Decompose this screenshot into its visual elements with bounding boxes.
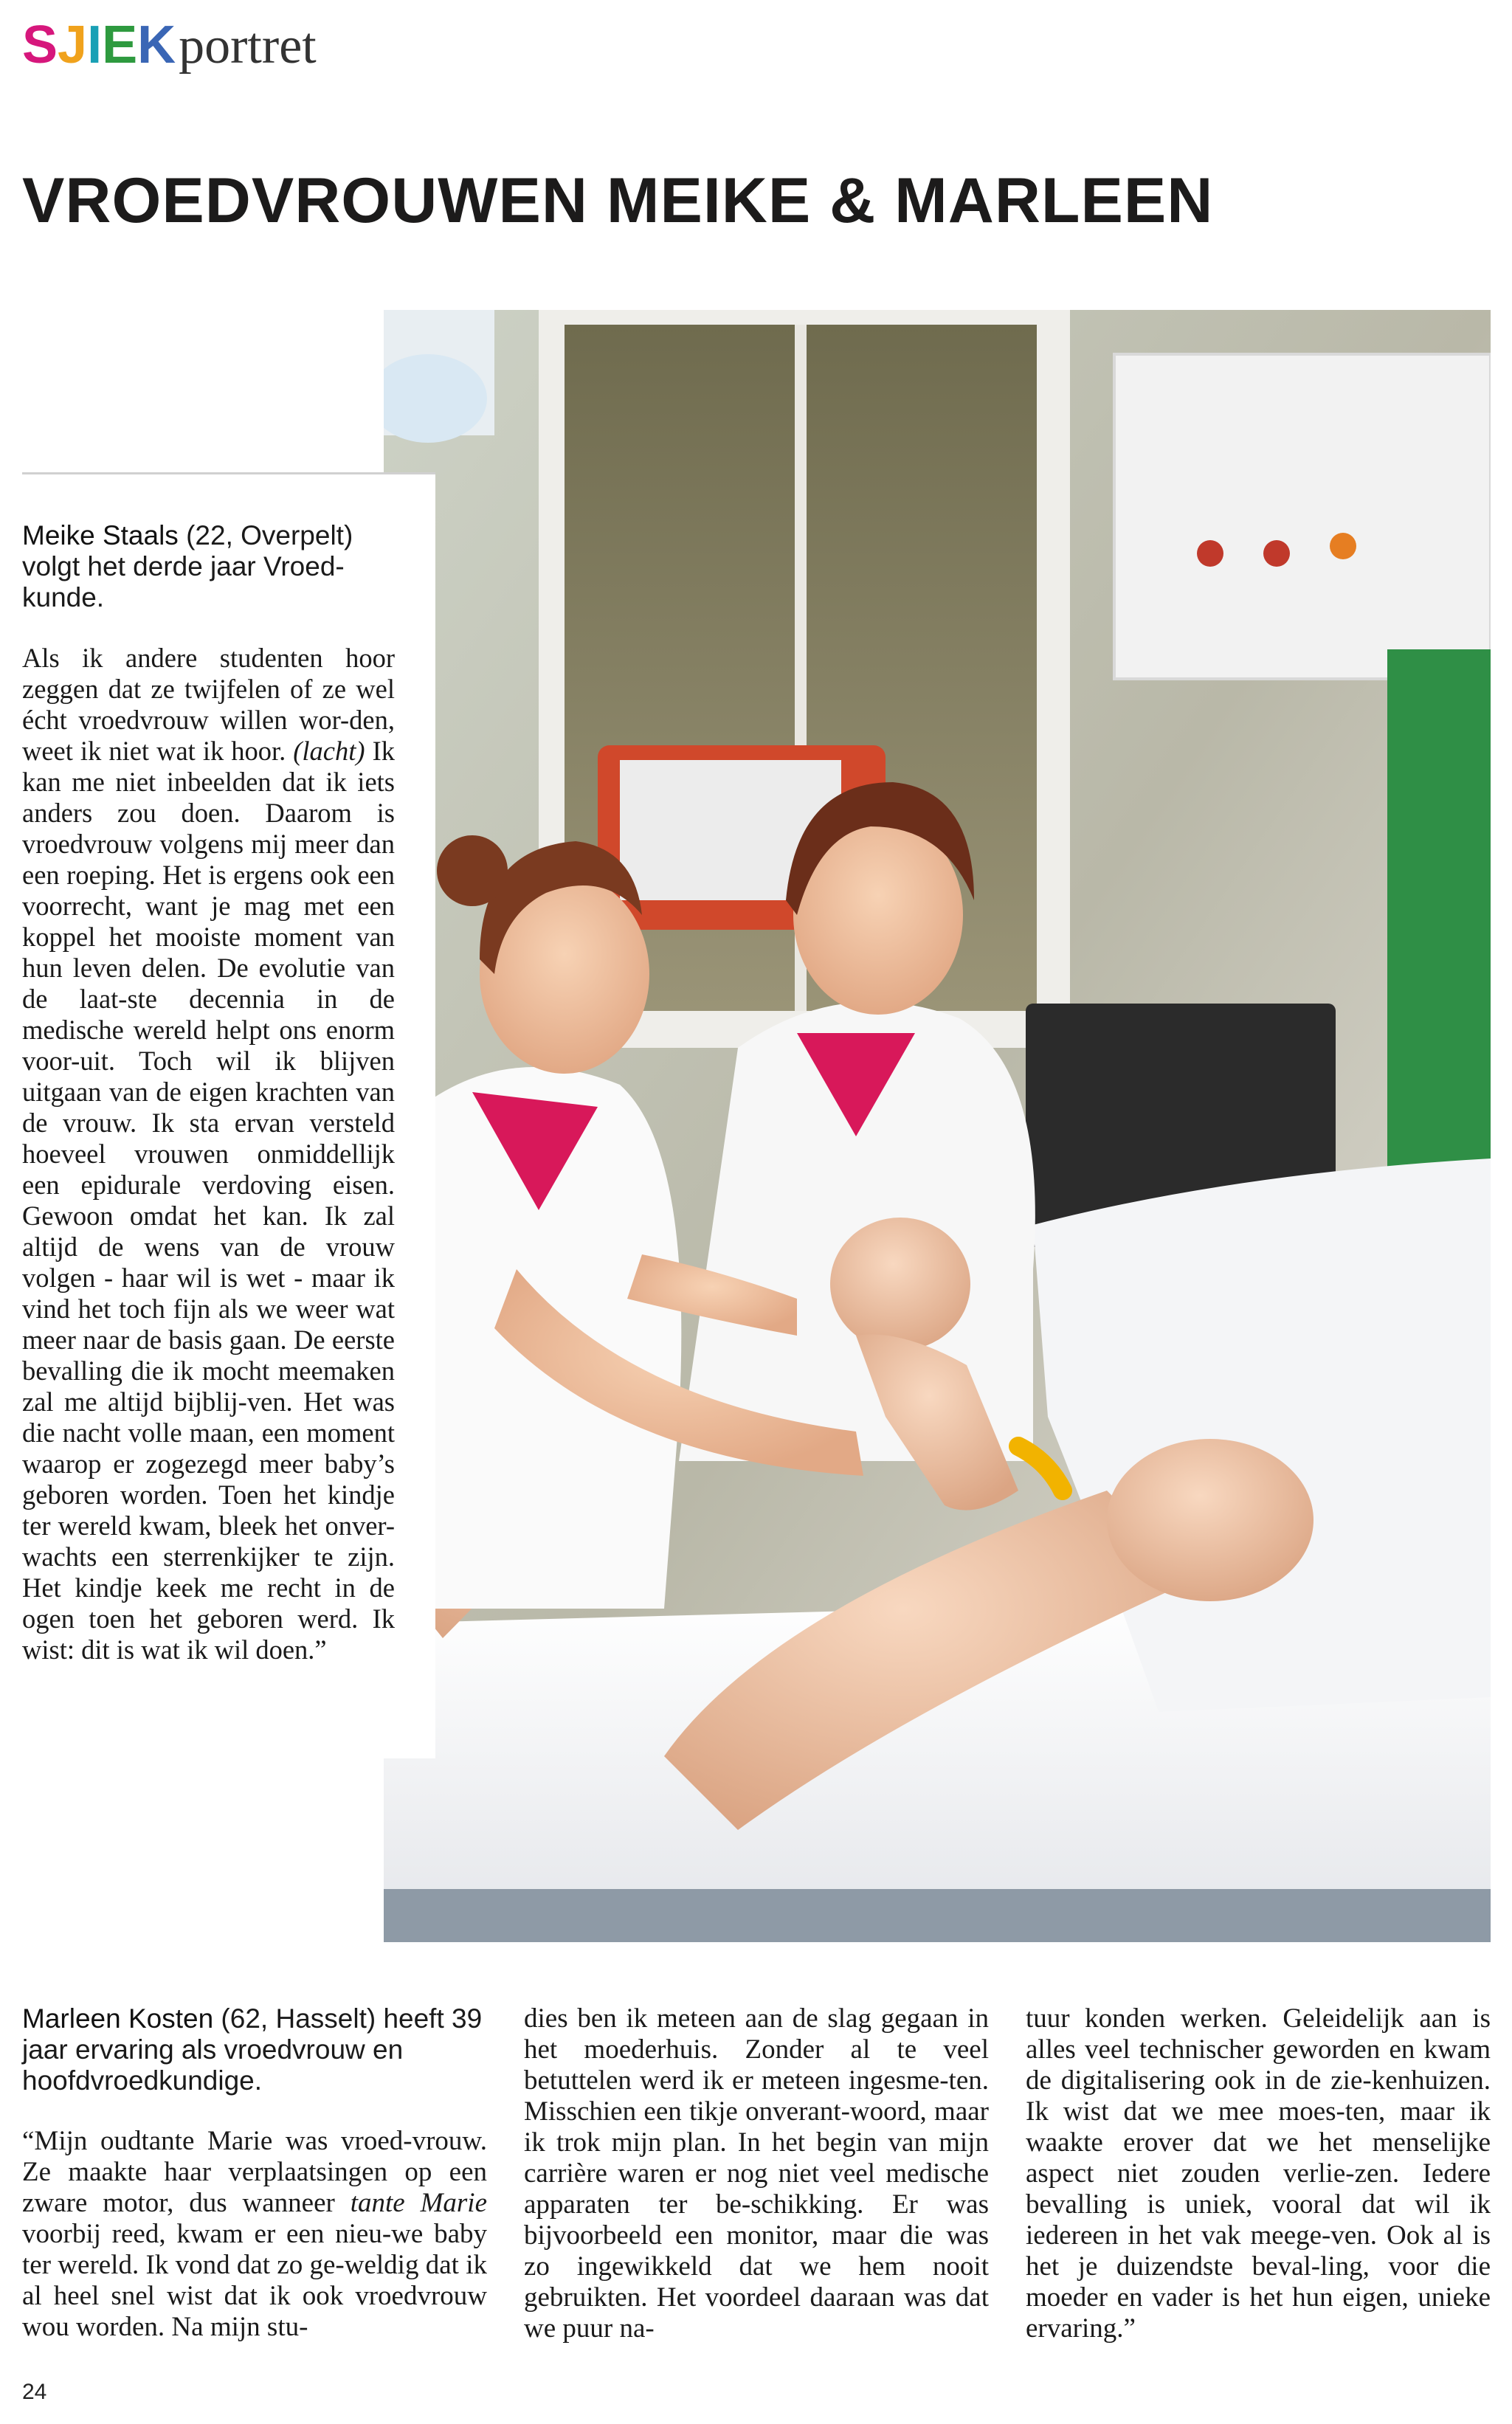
meike-quote-part1: Als ik andere studenten hoor zeggen dat ze twijfelen of ze wel écht vroedvrouw willen wor-den, weet ik niet wat ik hoor. — [22, 643, 395, 766]
logo-letter-j: J — [58, 15, 88, 75]
meike-intro — [22, 520, 395, 613]
column-2 — [524, 2003, 989, 2344]
meike-name: Meike Staals — [22, 520, 179, 550]
col1-part1: “Mijn oudtante Marie was vroed-vrouw. Ze maakte haar verplaatsingen op een zware motor, dus wanneer — [22, 2126, 487, 2218]
magazine-section-logo — [22, 12, 317, 78]
col1-part2: voorbij reed, kwam er een nieu-we baby ter wereld. Ik vond dat zo ge-weldig dat ik al heel snel wist dat ik ook vroedvrouw wou worden. Na mijn stu- — [22, 2219, 487, 2342]
article-photo — [384, 310, 1491, 1942]
article-title: VROEDVROUWEN MEIKE & MARLEEN — [22, 165, 1214, 236]
logo-letter-s: S — [22, 15, 58, 75]
logo-letter-k: K — [137, 15, 176, 75]
logo-letter-e: E — [102, 15, 138, 75]
marleen-name: Marleen Kosten — [22, 2003, 214, 2034]
logo-word: portret — [179, 18, 317, 75]
marleen-quote-col1 — [22, 2126, 487, 2343]
meike-intro-rest: (22, Overpelt) volgt het derde jaar Vroed-kunde. — [22, 520, 353, 612]
column-3 — [1026, 2003, 1491, 2344]
meike-quote-italic: (lacht) — [293, 736, 365, 766]
marleen-intro — [22, 2003, 487, 2096]
marleen-intro-rest: (62, Hasselt) heeft 39 jaar ervaring als vroedvrouw en hoofdvroedkundige. — [22, 2003, 483, 2096]
marleen-quote-col3: tuur konden werken. Geleidelijk aan is alles veel technischer geworden en kwam de digitalisering ook in de zie-kenhuizen. Ik wist dat we mee moes-ten, maar ik waakte erover dat we het menselijke aspect niet zouden verlie-zen. Iedere bevalling is uniek, vooral dat wil ik iedereen in het vak meege-ven. Ook al is het je duizendste beval-ling, voor die moeder en vader is het hun eigen, unieke ervaring.” — [1026, 2003, 1491, 2344]
col1-italic: tante Marie — [350, 2188, 487, 2218]
photo-midwives-with-birth-simulator — [384, 310, 1491, 1942]
column-1 — [22, 2003, 487, 2344]
marleen-section — [22, 2003, 1491, 2344]
meike-quote-part2: Ik kan me niet inbeelden dat ik iets anders zou doen. Daarom is vroedvrouw volgens mij meer dan een roeping. Het is ergens ook een voorrecht, want je mag met een koppel het mooiste moment van hun leven delen. De evolutie van de laat-ste decennia in de medische wereld helpt ons enorm voor-uit. Toch wil ik blijven uitgaan van de eigen krachten van de vrouw. Ik sta ervan versteld hoeveel vrouwen onmiddellijk een epidurale verdoving eisen. Gewoon omdat het kan. Ik zal altijd de wens van de vrouw volgen - haar wil is wet - maar ik vind het toch fijn als we weer wat meer naar de basis gaan. De eerste bevalling die ik mocht meemaken zal me altijd bijblij-ven. Het was die nacht volle maan, een moment waarop er zogezegd meer baby’s geboren worden. Toen het kindje ter wereld kwam, bleek het onver-wachts een sterrenkijker te zijn. Het kindje keek me recht in de ogen toen het geboren werd. Ik wist: dit is wat ik wil doen.” — [22, 736, 395, 1665]
sidebar-meike — [22, 472, 435, 1758]
meike-quote — [22, 643, 395, 1665]
marleen-quote-col2: dies ben ik meteen aan de slag gegaan in het moederhuis. Zonder al te veel betuttelen werd ik er meteen ingesme-ten. Misschien een tikje onverant-woord, maar ik trok mijn plan. In het begin van mijn carrière waren er nog niet veel medische apparaten ter be-schikking. Er was bijvoorbeeld een monitor, maar die was zo ingewikkeld dat we hem nooit gebruikten. Het voordeel daaraan was dat we puur na- — [524, 2003, 989, 2344]
logo-letter-i: I — [87, 15, 103, 75]
page-number: 24 — [22, 2380, 47, 2404]
